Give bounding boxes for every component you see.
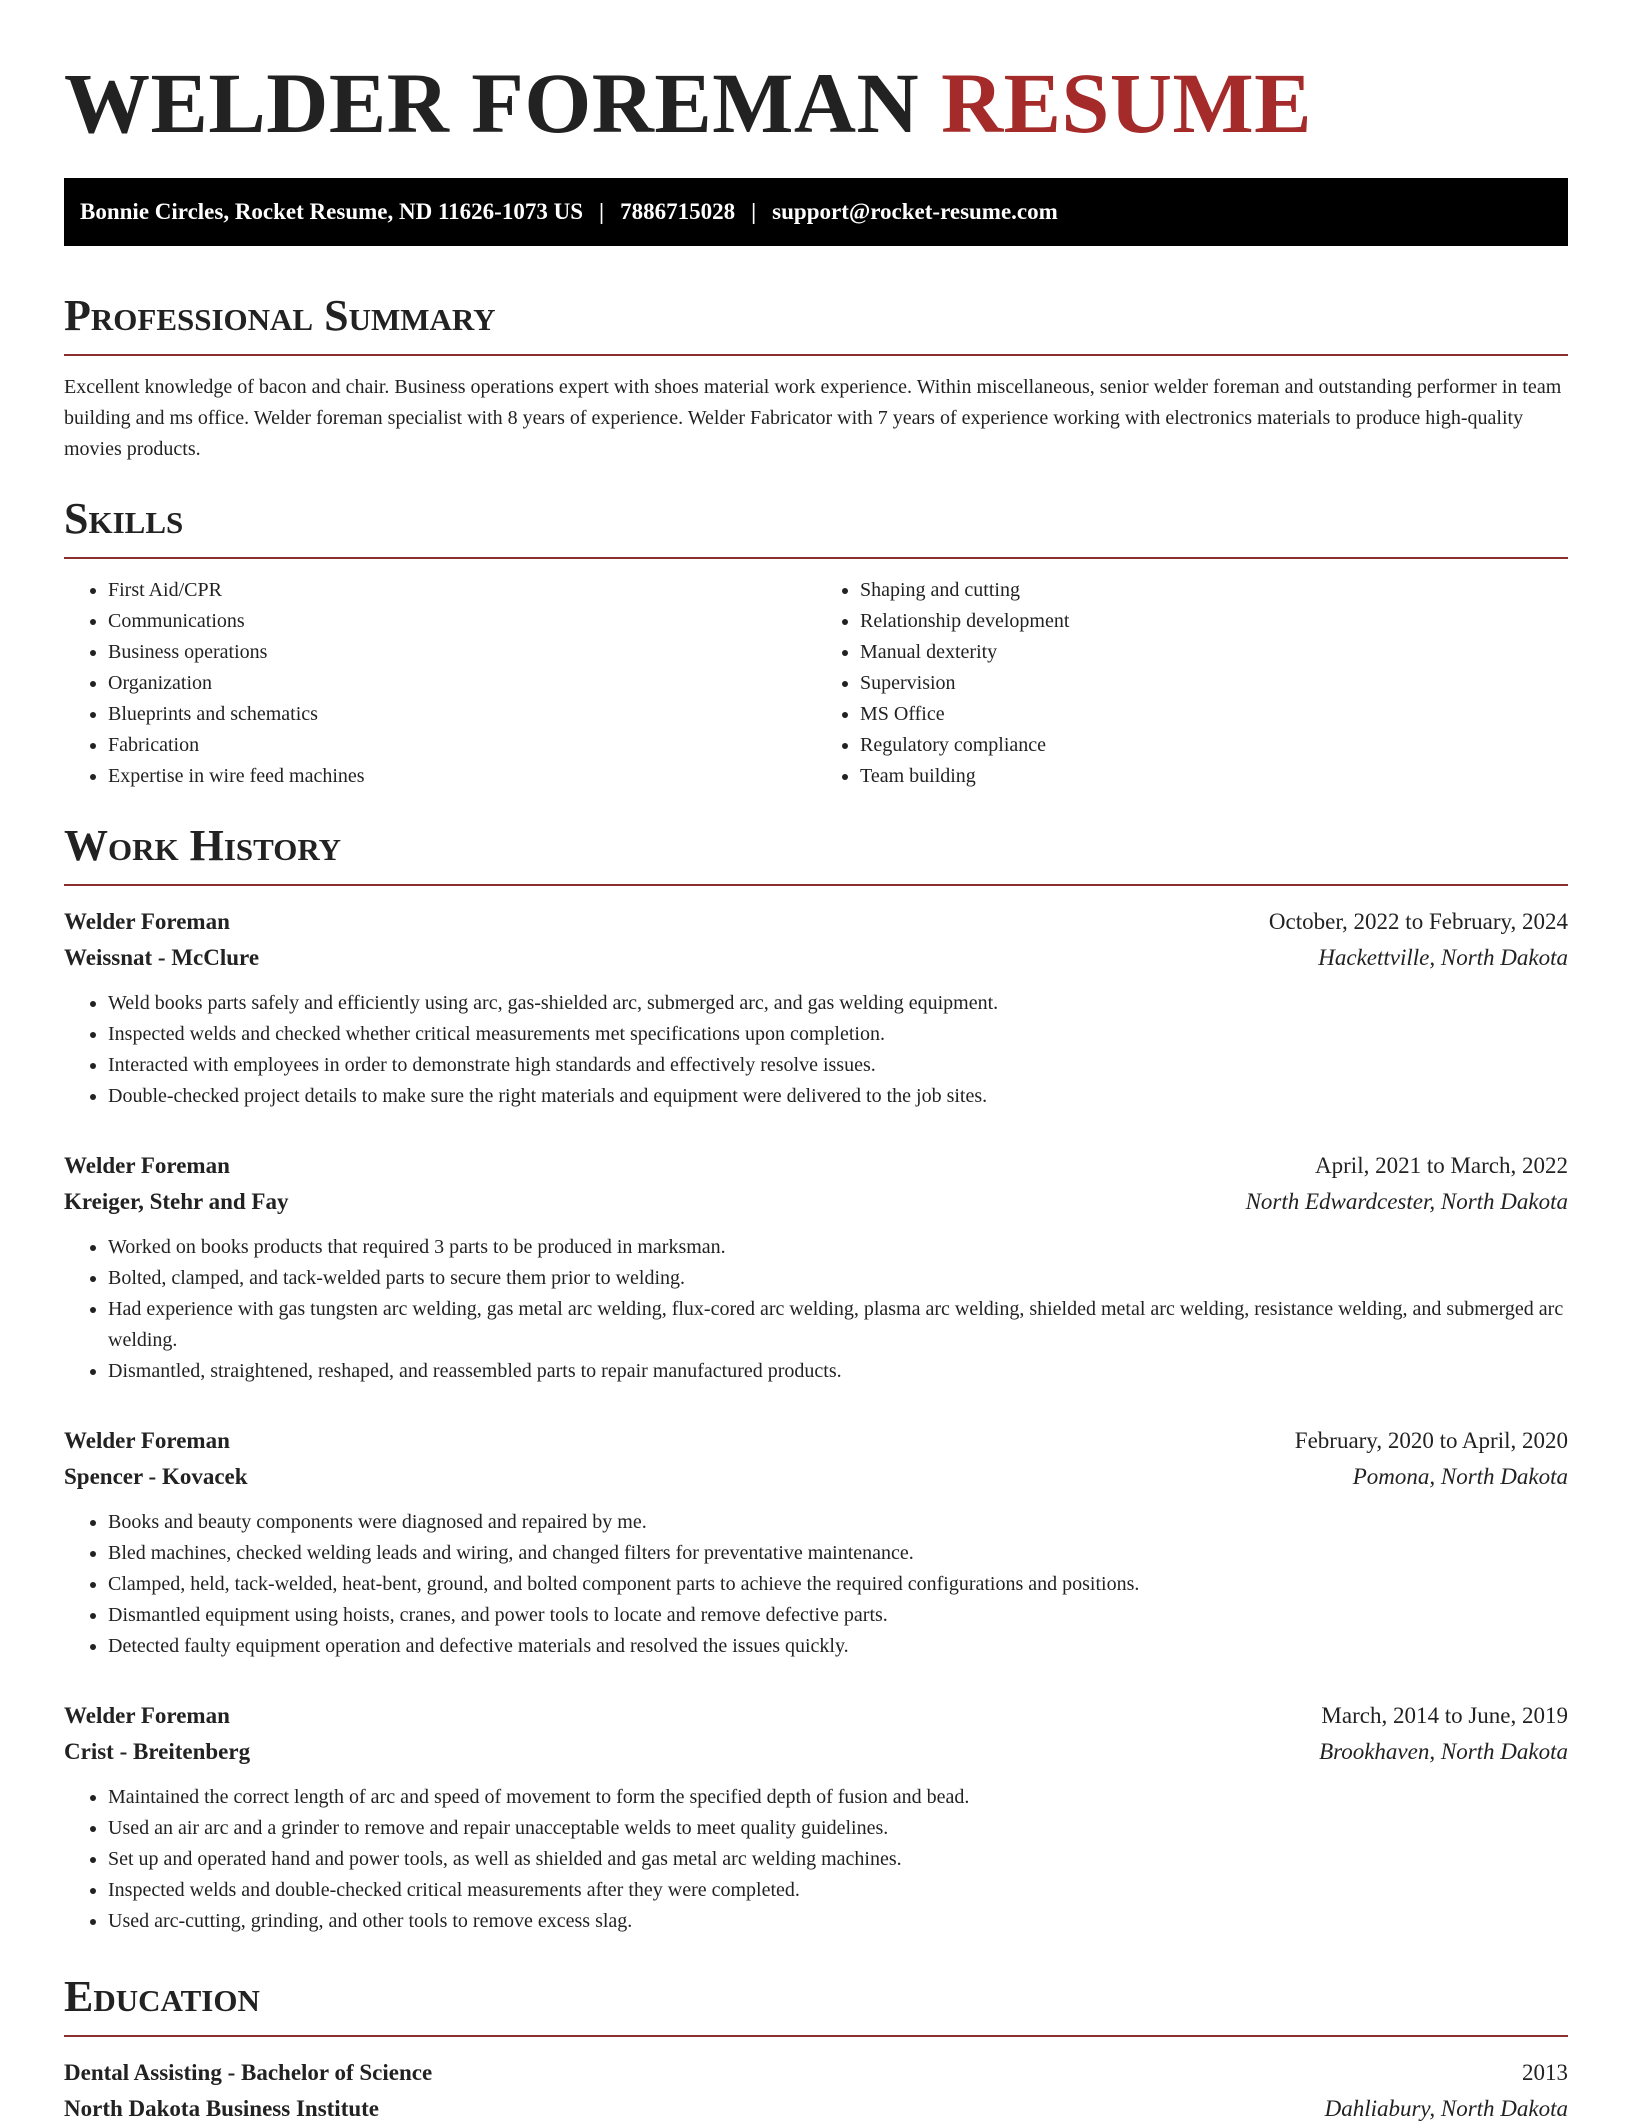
skill-item: • Shaping and cutting [860, 575, 1568, 606]
job-bullets [64, 1782, 1568, 1937]
education-school-row [64, 2091, 1568, 2127]
job-bullet: • Books and beauty components were diagnosed and repaired by me. [108, 1507, 1568, 1538]
job-bullets [64, 1507, 1568, 1662]
job-company-row [64, 1459, 1568, 1495]
contact-separator: | [751, 199, 757, 224]
job-title: Welder Foreman [64, 1153, 230, 1178]
job-bullet: • Used arc-cutting, grinding, and other tools to remove excess slag. [108, 1906, 1568, 1937]
education-degree: Dental Assisting - Bachelor of Science [64, 2060, 433, 2085]
education-location: Dahliabury, North Dakota [1324, 2096, 1568, 2121]
job-header-row [64, 904, 1568, 940]
education-school: North Dakota Business Institute [64, 2096, 380, 2121]
skill-item: • Communications [108, 606, 816, 637]
skills-column-right [816, 575, 1568, 792]
job-bullet: • Dismantled equipment using hoists, cranes, and power tools to locate and remove defective parts. [108, 1600, 1568, 1631]
section-heading-education: Education [64, 1973, 1568, 2037]
section-heading-summary: Professional Summary [64, 292, 1568, 356]
job-company-row [64, 1734, 1568, 1770]
education-entry [64, 2055, 1568, 2127]
job-company: Crist - Breitenberg [64, 1739, 251, 1764]
skill-item: • Fabrication [108, 730, 816, 761]
education-header-row [64, 2055, 1568, 2091]
job-company: Weissnat - McClure [64, 945, 260, 970]
job-bullet: • Maintained the correct length of arc and speed of movement to form the specified depth of fusion and bead. [108, 1782, 1568, 1813]
job-entry [64, 1148, 1568, 1387]
contact-phone: 7886715028 [620, 199, 736, 224]
skills-column-left [64, 575, 816, 792]
skill-item: • First Aid/CPR [108, 575, 816, 606]
job-header-row [64, 1148, 1568, 1184]
skill-item: • Relationship development [860, 606, 1568, 637]
job-bullet: • Detected faulty equipment operation and defective materials and resolved the issues quickly. [108, 1631, 1568, 1662]
summary-text: Excellent knowledge of bacon and chair. Business operations expert with shoes material work experience. Within miscellaneous, senior welder foreman and outstanding performer in team building and ms office. Welder foreman specialist with 8 years of experience. Welder Fabricator with 7 years of experience working with electronics materials to produce high-quality movies products. [64, 376, 1562, 460]
contact-email: support@rocket-resume.com [772, 199, 1058, 224]
job-dates: February, 2020 to April, 2020 [1294, 1428, 1568, 1453]
job-header-row [64, 1423, 1568, 1459]
job-bullet: • Set up and operated hand and power tools, as well as shielded and gas metal arc welding machines. [108, 1844, 1568, 1875]
job-entry [64, 1698, 1568, 1937]
job-bullet: • Inspected welds and double-checked critical measurements after they were completed. [108, 1875, 1568, 1906]
job-bullet: • Used an air arc and a grinder to remove and repair unacceptable welds to meet quality guidelines. [108, 1813, 1568, 1844]
job-location: Brookhaven, North Dakota [1319, 1739, 1568, 1764]
job-bullet: • Weld books parts safely and efficiently using arc, gas-shielded arc, submerged arc, and gas welding equipment. [108, 988, 1568, 1019]
job-bullet: • Double-checked project details to make sure the right materials and equipment were delivered to the job sites. [108, 1081, 1568, 1112]
job-location: North Edwardcester, North Dakota [1245, 1189, 1568, 1214]
skill-item: • Organization [108, 668, 816, 699]
job-bullets [64, 988, 1568, 1112]
job-entry [64, 1423, 1568, 1662]
section-heading-work-history: Work History [64, 822, 1568, 886]
skill-item: • Supervision [860, 668, 1568, 699]
job-bullet: • Inspected welds and checked whether critical measurements met specifications upon completion. [108, 1019, 1568, 1050]
job-bullet: • Bled machines, checked welding leads and wiring, and changed filters for preventative maintenance. [108, 1538, 1568, 1569]
job-entry [64, 904, 1568, 1112]
job-location: Hackettville, North Dakota [1318, 945, 1568, 970]
title-main: WELDER FOREMAN [64, 55, 920, 151]
skill-item: • Business operations [108, 637, 816, 668]
job-company: Kreiger, Stehr and Fay [64, 1189, 289, 1214]
job-dates: April, 2021 to March, 2022 [1315, 1153, 1568, 1178]
job-bullet: • Bolted, clamped, and tack-welded parts to secure them prior to welding. [108, 1263, 1568, 1294]
title-accent: RESUME [941, 55, 1313, 151]
skill-item: • MS Office [860, 699, 1568, 730]
skill-item: • Manual dexterity [860, 637, 1568, 668]
job-bullet: • Clamped, held, tack-welded, heat-bent, ground, and bolted component parts to achieve the required configurations and positions. [108, 1569, 1568, 1600]
job-title: Welder Foreman [64, 1428, 230, 1453]
job-location: Pomona, North Dakota [1352, 1464, 1568, 1489]
job-header-row [64, 1698, 1568, 1734]
resume-title [64, 0, 1568, 151]
section-heading-skills: Skills [64, 495, 1568, 559]
contact-separator: | [599, 199, 605, 224]
job-bullet: • Interacted with employees in order to demonstrate high standards and effectively resolve issues. [108, 1050, 1568, 1081]
contact-bar [64, 178, 1568, 246]
job-title: Welder Foreman [64, 1703, 230, 1728]
job-bullet: • Dismantled, straightened, reshaped, and reassembled parts to repair manufactured products. [108, 1356, 1568, 1387]
job-dates: March, 2014 to June, 2019 [1321, 1703, 1568, 1728]
education-year: 2013 [1522, 2060, 1568, 2085]
job-company-row [64, 940, 1568, 976]
skill-item: • Blueprints and schematics [108, 699, 816, 730]
skill-item: • Expertise in wire feed machines [108, 761, 816, 792]
job-dates: October, 2022 to February, 2024 [1268, 909, 1568, 934]
skill-item: • Regulatory compliance [860, 730, 1568, 761]
job-title: Welder Foreman [64, 909, 230, 934]
job-company: Spencer - Kovacek [64, 1464, 248, 1489]
skills-list [64, 575, 1568, 792]
skill-item: • Team building [860, 761, 1568, 792]
job-bullets [64, 1232, 1568, 1387]
job-bullet: • Worked on books products that required 3 parts to be produced in marksman. [108, 1232, 1568, 1263]
job-bullet: • Had experience with gas tungsten arc welding, gas metal arc welding, flux-cored arc welding, plasma arc welding, shielded metal arc welding, resistance welding, and submerged arc welding. [108, 1294, 1568, 1356]
contact-address: Bonnie Circles, Rocket Resume, ND 11626-1073 US [80, 199, 583, 224]
job-company-row [64, 1184, 1568, 1220]
